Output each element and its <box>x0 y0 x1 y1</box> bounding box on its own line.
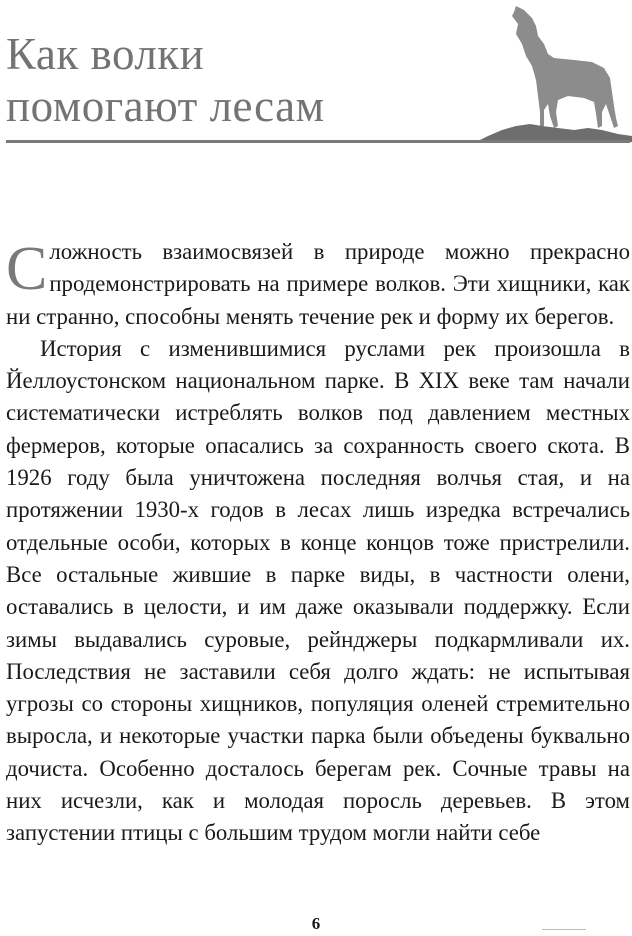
howling-wolf-icon <box>478 0 632 142</box>
page-number: 6 <box>311 914 321 933</box>
paragraph-2: История с изменившимися руслами рек произошла в Йеллоустонском национальном парке. В XIX веке там начали систематически истреблять волков под давлением местных фермеров, которые опасались за сохранность своего скота. В 1926 году была уничтожена последняя волчья стая, и на протяжении 1930-х годов в лесах лишь изредка встречались отдельные особи, которых в конце концов тоже пристрелили. Все остальные жившие в парке виды, в частности олени, оставались в целости, и им даже оказывали поддержку. Если зимы выдавались суровые, рейнджеры подкармливали их. Последствия не заставили себя долго ждать: не испытывая угрозы со стороны хищников, популяция оленей стремительно выросла, и некоторые участки парка были объедены буквально дочиста. Особенно досталось берегам рек. Сочные травы на них исчезли, как и молодая поросль деревьев. В этом запустении птицы с большим трудом могли найти себе <box>6 335 630 846</box>
chapter-body <box>6 236 630 850</box>
corner-mark <box>542 929 586 930</box>
chapter-title-line-2: помогают лесам <box>6 81 325 131</box>
title-rule <box>6 140 630 143</box>
chapter-title-line-1: Как волки <box>6 29 205 79</box>
chapter-title <box>6 28 325 132</box>
paragraph-1: ложность взаимосвязей в природе можно прекрасно продемонстрировать на примере волков. Эти хищники, как ни странно, способны менять течение рек и форму их берегов. <box>6 239 630 329</box>
dropcap: С <box>6 235 48 303</box>
